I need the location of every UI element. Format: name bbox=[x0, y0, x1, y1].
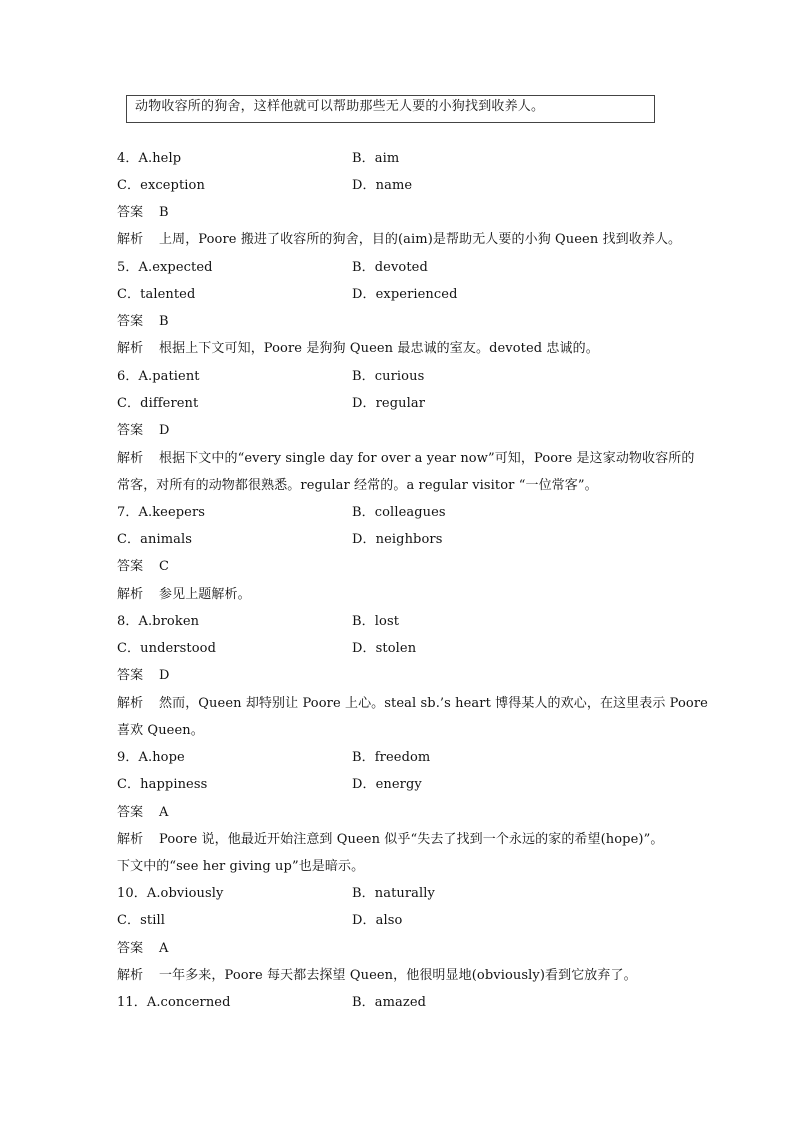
q6-analysis-text-2: 常客，对所有的动物都很熟悉。regular 经常的。a regular visitor “一位常客”。 bbox=[117, 478, 598, 493]
q7-option-b: B．colleagues bbox=[352, 505, 446, 520]
q4-analysis bbox=[117, 231, 681, 249]
q5-analysis-text: 根据上下文可知，Poore 是狗狗 Queen 最忠诚的室友。devoted 忠诚的。 bbox=[159, 341, 599, 356]
q4-option-d: D．name bbox=[352, 178, 413, 193]
q9-option-a: 9．A.hope bbox=[117, 750, 185, 765]
answer-label: 答案 bbox=[117, 941, 144, 956]
q5-analysis bbox=[117, 340, 599, 358]
q5-answer-value: B bbox=[159, 314, 169, 329]
analysis-label: 解析 bbox=[117, 968, 144, 983]
q6-option-d: D．regular bbox=[352, 396, 426, 411]
q9-analysis-text-2: 下文中的“see her giving up”也是暗示。 bbox=[117, 859, 365, 874]
answer-label: 答案 bbox=[117, 423, 144, 438]
q10-analysis-text: 一年多来，Poore 每天都去探望 Queen，他很明显地(obviously)看到它放弃了。 bbox=[159, 968, 637, 983]
analysis-label: 解析 bbox=[117, 587, 144, 602]
answer-label: 答案 bbox=[117, 314, 144, 329]
q8-option-d: D．stolen bbox=[352, 641, 417, 656]
analysis-label: 解析 bbox=[117, 341, 144, 356]
q8-analysis bbox=[117, 695, 708, 713]
q7-answer bbox=[117, 558, 169, 576]
q6-answer-value: D bbox=[159, 423, 170, 438]
q9-analysis-text-1: Poore 说，他最近开始注意到 Queen 似乎“失去了找到一个永远的家的希望(hope)”。 bbox=[159, 832, 664, 847]
q9-option-d: D．energy bbox=[352, 777, 422, 792]
q8-option-c: C．understood bbox=[117, 641, 216, 656]
q11-option-a: 11．A.concerned bbox=[117, 995, 231, 1010]
q8-option-a: 8．A.broken bbox=[117, 614, 200, 629]
q4-answer-value: B bbox=[159, 205, 169, 220]
q6-analysis-text-1: 根据下文中的“every single day for over a year now”可知，Poore 是这家动物收容所的 bbox=[159, 451, 695, 466]
q10-option-d: D．also bbox=[352, 913, 403, 928]
analysis-label: 解析 bbox=[117, 451, 144, 466]
q4-answer bbox=[117, 204, 169, 222]
q7-option-c: C．animals bbox=[117, 532, 193, 547]
q10-option-b: B．naturally bbox=[352, 886, 435, 901]
q5-option-b: B．devoted bbox=[352, 260, 428, 275]
q7-analysis bbox=[117, 586, 251, 604]
q7-analysis-text: 参见上题解析。 bbox=[159, 587, 251, 602]
analysis-label: 解析 bbox=[117, 832, 144, 847]
q8-answer-value: D bbox=[159, 668, 170, 683]
q8-option-b: B．lost bbox=[352, 614, 400, 629]
q9-answer bbox=[117, 804, 169, 822]
q4-option-a: 4．A.help bbox=[117, 151, 182, 166]
q4-option-b: B．aim bbox=[352, 151, 400, 166]
boxed-passage-excerpt: 动物收容所的狗舍，这样他就可以帮助那些无人要的小狗找到收养人。 bbox=[126, 95, 655, 123]
analysis-label: 解析 bbox=[117, 232, 144, 247]
q8-answer bbox=[117, 667, 170, 685]
q6-answer bbox=[117, 422, 170, 440]
q9-option-c: C．happiness bbox=[117, 777, 208, 792]
q10-option-c: C．still bbox=[117, 913, 166, 928]
q6-option-c: C．different bbox=[117, 396, 199, 411]
q7-option-d: D．neighbors bbox=[352, 532, 443, 547]
q6-option-a: 6．A.patient bbox=[117, 369, 200, 384]
q7-answer-value: C bbox=[159, 559, 170, 574]
answer-label: 答案 bbox=[117, 805, 144, 820]
q8-analysis-text-2: 喜欢 Queen。 bbox=[117, 723, 204, 738]
q10-analysis bbox=[117, 967, 637, 985]
q6-analysis bbox=[117, 450, 694, 468]
q6-option-b: B．curious bbox=[352, 369, 425, 384]
answer-label: 答案 bbox=[117, 668, 144, 683]
q11-option-b: B．amazed bbox=[352, 995, 427, 1010]
q10-answer bbox=[117, 940, 169, 958]
q5-answer bbox=[117, 313, 169, 331]
q4-analysis-text: 上周，Poore 搬进了收容所的狗舍，目的(aim)是帮助无人要的小狗 Queen 找到收养人。 bbox=[159, 232, 682, 247]
answer-label: 答案 bbox=[117, 205, 144, 220]
analysis-label: 解析 bbox=[117, 696, 144, 711]
q9-option-b: B．freedom bbox=[352, 750, 431, 765]
q4-option-c: C．exception bbox=[117, 178, 205, 193]
q5-option-a: 5．A.expected bbox=[117, 260, 213, 275]
q5-option-d: D．experienced bbox=[352, 287, 458, 302]
q7-option-a: 7．A.keepers bbox=[117, 505, 206, 520]
q9-answer-value: A bbox=[159, 805, 169, 820]
q5-option-c: C．talented bbox=[117, 287, 196, 302]
q10-answer-value: A bbox=[159, 941, 169, 956]
q9-analysis bbox=[117, 831, 663, 849]
q10-option-a: 10．A.obviously bbox=[117, 886, 224, 901]
q8-analysis-text-1: 然而，Queen 却特别让 Poore 上心。steal sb.’s heart 博得某人的欢心，在这里表示 Poore bbox=[159, 696, 708, 711]
answer-label: 答案 bbox=[117, 559, 144, 574]
